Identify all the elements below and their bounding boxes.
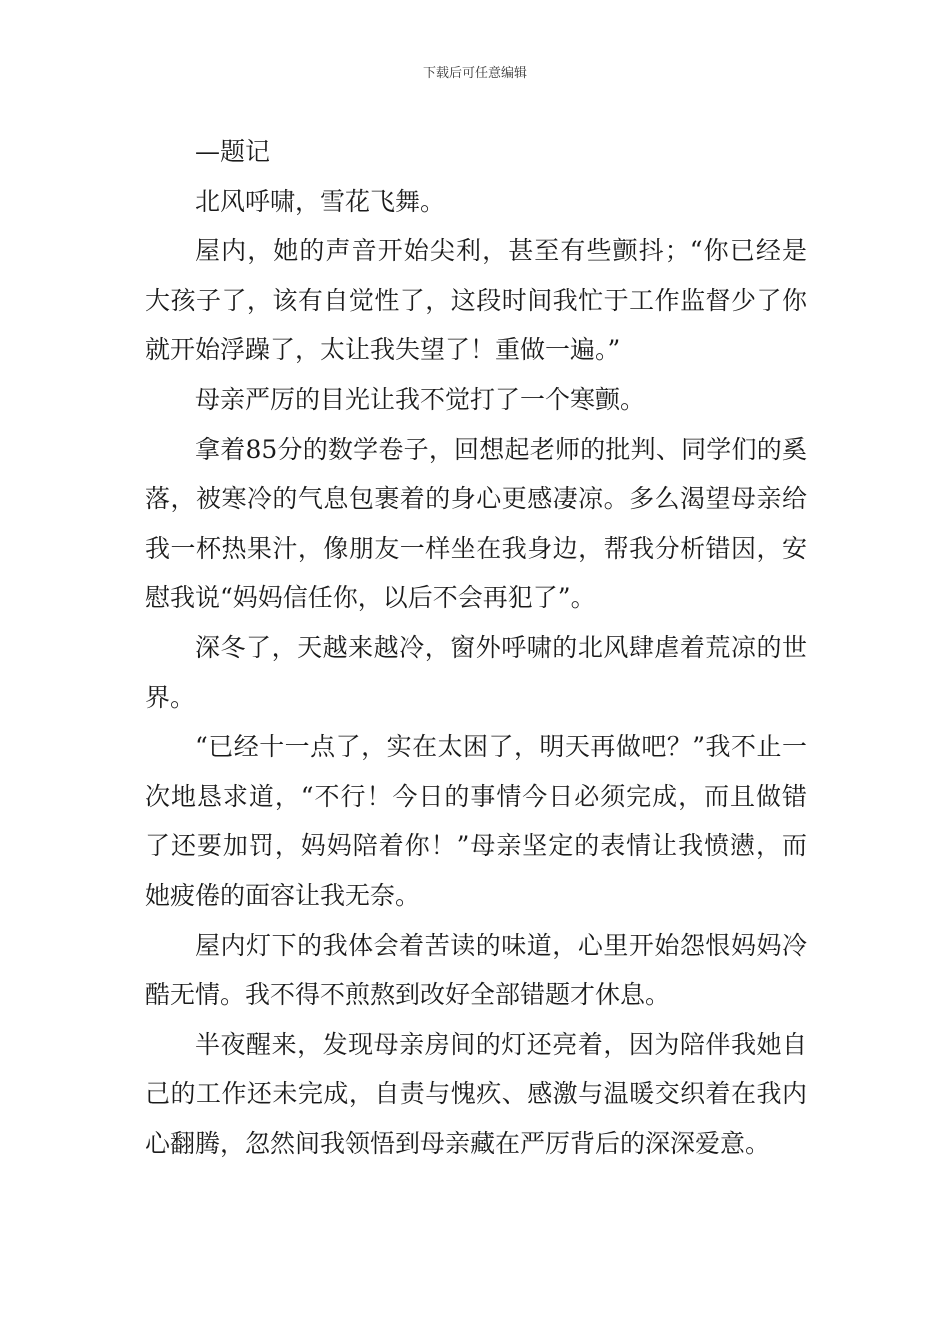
document-body xyxy=(145,127,807,1168)
paragraph: 北风呼啸，雪花飞舞。 xyxy=(195,186,446,216)
epigraph-signature: —题记 xyxy=(195,137,271,166)
paragraph: 屋内，她的声音开始尖利，甚至有些颤抖；“你已经是大孩子了，该有自觉性了，这段时间我忙于工作监督少了你就开始浮躁了，太让我失望了！重做一遍。” xyxy=(145,236,807,365)
paragraph: 屋内灯下的我体会着苦读的味道，心里开始怨恨妈妈冷酷无情。我不得不煎熬到改好全部错题才休息。 xyxy=(145,930,807,1010)
paragraph: 半夜醒来，发现母亲房间的灯还亮着，因为陪伴我她自己的工作还未完成，自责与愧疚、感激与温暖交织着在我内心翻腾，忽然间我领悟到母亲藏在严厉背后的深深爱意。 xyxy=(145,1029,807,1158)
paragraph: 深冬了，天越来越冷，窗外呼啸的北风肆虐着荒凉的世界。 xyxy=(145,632,807,712)
paragraph: 拿着85分的数学卷子，回想起老师的批判、同学们的奚落，被寒冷的气息包裹着的身心更感凄凉。多么渴望母亲给我一杯热果汁，像朋友一样坐在我身边，帮我分析错因，安慰我说“妈妈信任你，以后不会再犯了”。 xyxy=(145,434,807,613)
paragraph: “已经十一点了，实在太困了，明天再做吧？”我不止一次地恳求道，“不行！今日的事情今日必须完成，而且做错了还要加罚，妈妈陪着你！”母亲坚定的表情让我愤懑，而她疲倦的面容让我无奈。 xyxy=(145,732,807,910)
paragraph: 母亲严厉的目光让我不觉打了一个寒颤。 xyxy=(195,384,646,414)
page-header: 下载后可任意编辑 xyxy=(422,66,527,81)
